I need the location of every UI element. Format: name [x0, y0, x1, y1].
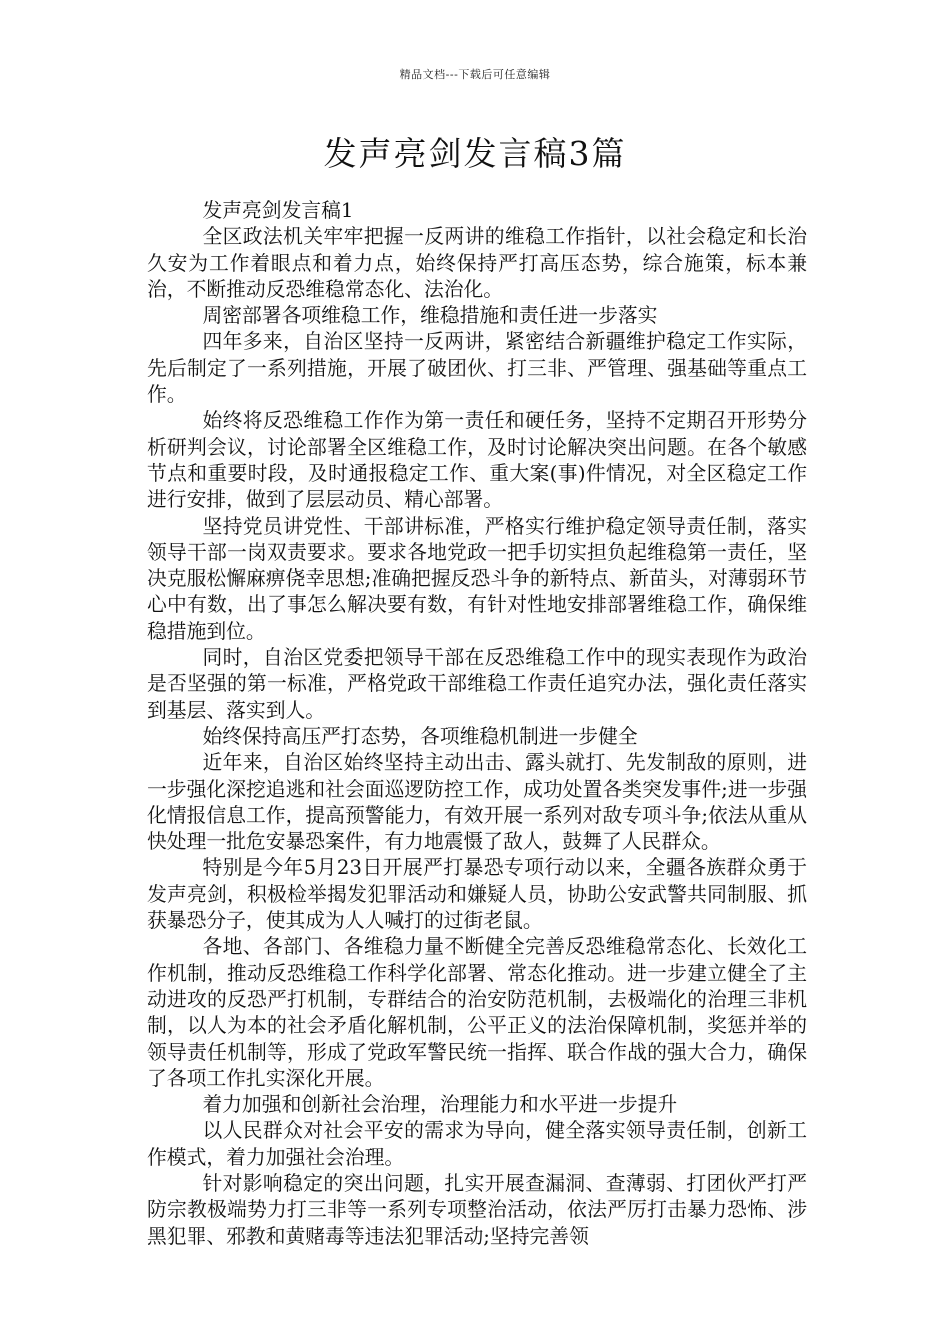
paragraph: 同时，自治区党委把领导干部在反恐维稳工作中的现实表现作为政治是否坚强的第一标准，严格党政干部维稳工作责任追究办法，强化责任落实到基层、落实到人。	[147, 646, 807, 722]
paragraph: 各地、各部门、各维稳力量不断健全完善反恐维稳常态化、长效化工作机制，推动反恐维稳工作科学化部署、常态化推动。进一步建立健全了主动进攻的反恐严打机制，专群结合的治安防范机制，去极端化的治理三非机制，以人为本的社会矛盾化解机制，公平正义的法治保障机制，奖惩并举的领导责任机制等，形成了党政军警民统一指挥、联合作战的强大合力，确保了各项工作扎实深化开展。	[147, 935, 807, 1090]
paragraph: 全区政法机关牢牢把握一反两讲的维稳工作指针，以社会稳定和长治久安为工作着眼点和着力点，始终保持严打高压态势，综合施策，标本兼治，不断推动反恐维稳常态化、法治化。	[147, 225, 807, 301]
paragraph: 以人民群众对社会平安的需求为导向，健全落实领导责任制，创新工作模式，着力加强社会治理。	[147, 1119, 807, 1169]
paragraph: 始终将反恐维稳工作作为第一责任和硬任务，坚持不定期召开形势分析研判会议，讨论部署全区维稳工作，及时讨论解决突出问题。在各个敏感节点和重要时段，及时通报稳定工作、重大案(事)件情况，对全区稳定工作进行安排，做到了层层动员、精心部署。	[147, 409, 807, 512]
paragraph: 四年多来，自治区坚持一反两讲，紧密结合新疆维护稳定工作实际，先后制定了一系列措施，开展了破团伙、打三非、严管理、强基础等重点工作。	[147, 330, 807, 407]
page-header-note: 精品文档---下载后可任意编辑	[399, 68, 551, 81]
document-title: 发声亮剑发言稿3篇	[323, 134, 627, 173]
section-heading: 周密部署各项维稳工作，维稳措施和责任进一步落实	[202, 304, 658, 328]
paragraph: 针对影响稳定的突出问题，扎实开展查漏洞、查薄弱、打团伙严打严防宗教极端势力打三非等一系列专项整治活动，依法严厉打击暴力恐怖、涉黑犯罪、邪教和黄赌毒等违法犯罪活动;坚持完善领	[147, 1171, 807, 1248]
section-heading: 着力加强和创新社会治理，治理能力和水平进一步提升	[202, 1093, 678, 1117]
document-body	[147, 198, 807, 1250]
paragraph: 近年来，自治区始终坚持主动出击、露头就打、先发制敌的原则，进一步强化深挖追逃和社会面巡逻防控工作，成功处置各类突发事件;进一步强化情报信息工作，提高预警能力，有效开展一系列对敌专项斗争;依法从重从快处理一批危安暴恐案件，有力地震慑了敌人，鼓舞了人民群众。	[147, 751, 807, 854]
paragraph: 特别是今年5月23日开展严打暴恐专项行动以来，全疆各族群众勇于发声亮剑，积极检举揭发犯罪活动和嫌疑人员，协助公安武警共同制服、抓获暴恐分子，使其成为人人喊打的过街老鼠。	[147, 856, 807, 933]
paragraph-subtitle: 发声亮剑发言稿1	[202, 199, 354, 222]
section-heading: 始终保持高压严打态势，各项维稳机制进一步健全	[202, 724, 638, 748]
paragraph: 坚持党员讲党性、干部讲标准，严格实行维护稳定领导责任制，落实领导干部一岗双责要求。要求各地党政一把手切实担负起维稳第一责任，坚决克服松懈麻痹侥幸思想;准确把握反恐斗争的新特点、新苗头，对薄弱环节心中有数，出了事怎么解决要有数，有针对性地安排部署维稳工作，确保维稳措施到位。	[147, 514, 807, 643]
